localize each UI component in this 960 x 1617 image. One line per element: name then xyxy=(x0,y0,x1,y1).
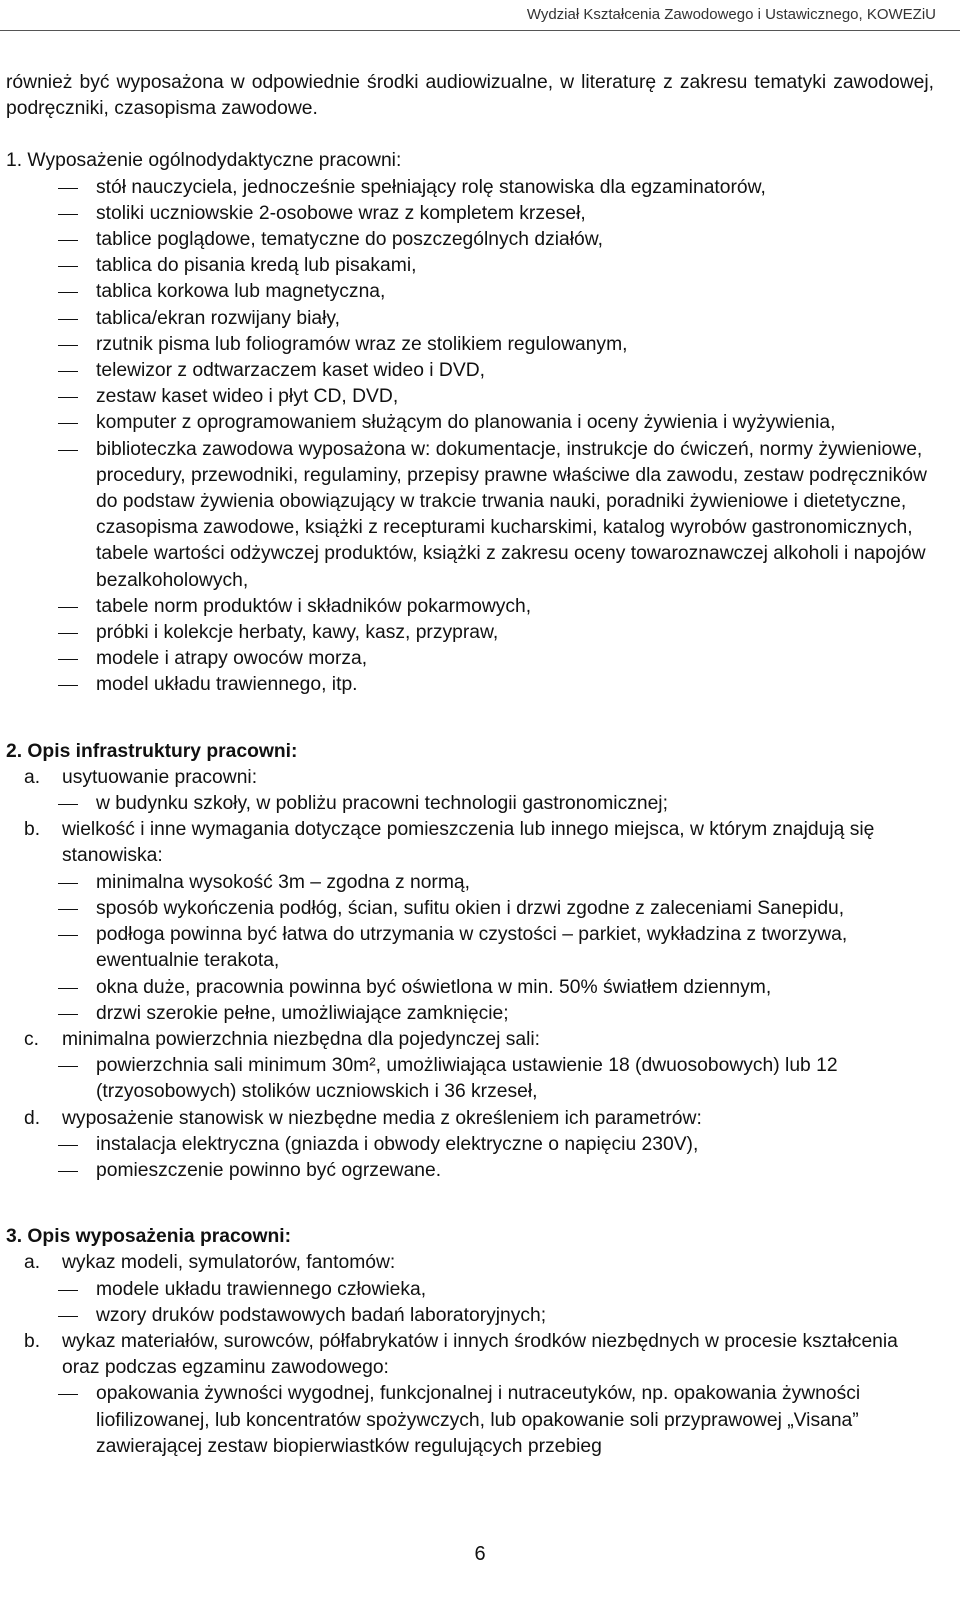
list-item xyxy=(0,437,960,594)
list-item xyxy=(0,306,960,332)
list-item xyxy=(0,1277,960,1303)
dash-bullet-icon xyxy=(58,935,78,936)
sub-item xyxy=(0,765,960,791)
list-item-text: komputer z oprogramowaniem służącym do planowania i oceny żywienia i wyżywienia, xyxy=(96,412,836,434)
dash-bullet-icon xyxy=(58,1394,78,1395)
sub-item xyxy=(0,1250,960,1276)
dash-bullet-icon xyxy=(58,988,78,989)
dash-bullet-icon xyxy=(58,319,78,320)
dash-bullet-icon xyxy=(58,883,78,884)
sub-item-text: wykaz materiałów, surowców, półfabrykatów i innych środków niezbędnych w procesie kształcenia oraz podczas egzaminu zawodowego: xyxy=(62,1330,898,1379)
sub-item-label: c. xyxy=(24,1028,39,1050)
dash-bullet-icon xyxy=(58,1316,78,1317)
dash-bullet-icon xyxy=(58,188,78,189)
page-number: 6 xyxy=(474,1543,486,1565)
sub-item-label: a. xyxy=(24,766,41,788)
section-1-list xyxy=(0,175,960,699)
sub-item xyxy=(0,1106,960,1132)
sub-item xyxy=(0,1329,960,1381)
dash-bullet-icon xyxy=(58,423,78,424)
list-item-text: rzutnik pisma lub foliogramów wraz ze stolikiem regulowanym, xyxy=(96,333,628,355)
dash-bullet-icon xyxy=(58,804,78,805)
list-item xyxy=(0,922,960,974)
dash-bullet-icon xyxy=(58,1014,78,1015)
list-item-text: minimalna wysokość 3m – zgodna z normą, xyxy=(96,871,470,893)
dash-bullet-icon xyxy=(58,397,78,398)
list-item xyxy=(0,594,960,620)
list-item xyxy=(0,279,960,305)
dash-bullet-icon xyxy=(58,371,78,372)
dash-bullet-icon xyxy=(58,685,78,686)
list-item xyxy=(0,384,960,410)
header-rule xyxy=(0,30,960,31)
list-item-text: tablice poglądowe, tematyczne do poszczególnych działów, xyxy=(96,229,603,251)
list-item xyxy=(0,672,960,698)
list-item-text: powierzchnia sali minimum 30m², umożliwiająca ustawienie 18 (dwuosobowych) lub 12 (trzyosobowych) stolików uczniowskich i 36 krzeseł, xyxy=(96,1055,838,1103)
sub-item-label: b. xyxy=(24,1330,41,1352)
dash-bullet-icon xyxy=(58,633,78,634)
sub-item xyxy=(0,817,960,869)
sub-item-label: a. xyxy=(24,1252,41,1274)
list-item xyxy=(0,175,960,201)
list-item-text: stoliki uczniowskie 2-osobowe wraz z kompletem krzeseł, xyxy=(96,202,586,224)
list-item xyxy=(0,1303,960,1329)
list-item-text: próbki i kolekcje herbaty, kawy, kasz, przypraw, xyxy=(96,622,499,644)
dash-bullet-icon xyxy=(58,607,78,608)
list-item-text: tablica/ekran rozwijany biały, xyxy=(96,307,340,329)
list-item xyxy=(0,227,960,253)
list-item-text: drzwi szerokie pełne, umożliwiające zamknięcie; xyxy=(96,1002,509,1024)
list-item-text: podłoga powinna być łatwa do utrzymania w czystości – parkiet, wykładzina z tworzywa, ewentualnie terakota, xyxy=(96,924,848,972)
list-item-text: wzory druków podstawowych badań laboratoryjnych; xyxy=(96,1304,547,1326)
sub-item-text: wyposażenie stanowisk w niezbędne media z określeniem ich parametrów: xyxy=(62,1107,702,1129)
list-item xyxy=(0,870,960,896)
dash-bullet-icon xyxy=(58,292,78,293)
dash-bullet-icon xyxy=(58,1290,78,1291)
page-header: Wydział Kształcenia Zawodowego i Ustawicznego, KOWEZiU xyxy=(526,6,936,23)
list-item-text: stół nauczyciela, jednocześnie spełniający rolę stanowiska dla egzaminatorów, xyxy=(96,176,766,198)
list-item-text: tabele norm produktów i składników pokarmowych, xyxy=(96,595,532,617)
list-item-text: opakowania żywności wygodnej, funkcjonalnej i nutraceutyków, np. opakowania żywności liofilizowanej, lub koncentratów spożywczych, lub opakowanie soli przyprawowej „Visana” zawierającej zestaw biopierwiastków regulujących przebieg xyxy=(96,1383,861,1457)
sub-item-text: minimalna powierzchnia niezbędna dla pojedynczej sali: xyxy=(62,1028,541,1050)
list-item-text: instalacja elektryczna (gniazda i obwody elektryczne o napięciu 230V), xyxy=(96,1133,699,1155)
list-item-text: modele i atrapy owoców morza, xyxy=(96,648,368,670)
sub-item-text: wykaz modeli, symulatorów, fantomów: xyxy=(62,1252,396,1274)
list-item-text: zestaw kaset wideo i płyt CD, DVD, xyxy=(96,386,399,408)
section-3-list xyxy=(0,1250,960,1460)
section-2-list xyxy=(0,765,960,1184)
dash-bullet-icon xyxy=(58,450,78,451)
list-item-text: w budynku szkoły, w pobliżu pracowni technologii gastronomicznej; xyxy=(96,793,668,815)
sub-item-text: wielkość i inne wymagania dotyczące pomieszczenia lub innego miejsca, w którym znajdują się stanowiska: xyxy=(62,819,875,867)
list-item xyxy=(0,896,960,922)
list-item xyxy=(0,1001,960,1027)
list-item-text: pomieszczenie powinno być ogrzewane. xyxy=(96,1159,442,1181)
list-item xyxy=(0,358,960,384)
list-item xyxy=(0,646,960,672)
intro-paragraph: również być wyposażona w odpowiednie środki audiowizualne, w literaturę z zakresu tematyki zawodowej, podręczniki, czasopisma zawodowe. xyxy=(6,72,934,120)
sub-item-text: usytuowanie pracowni: xyxy=(62,766,258,788)
list-item-text: tablica korkowa lub magnetyczna, xyxy=(96,281,386,303)
dash-bullet-icon xyxy=(58,1066,78,1067)
list-item xyxy=(0,1158,960,1184)
dash-bullet-icon xyxy=(58,909,78,910)
list-item-text: sposób wykończenia podłóg, ścian, sufitu okien i drzwi zgodne z zaleceniami Sanepidu, xyxy=(96,897,845,919)
section-3-heading: 3. Opis wyposażenia pracowni: xyxy=(6,1226,292,1248)
list-item-text: okna duże, pracownia powinna być oświetlona w min. 50% światłem dziennym, xyxy=(96,976,772,998)
list-item xyxy=(0,332,960,358)
document-body xyxy=(0,70,960,1460)
dash-bullet-icon xyxy=(58,659,78,660)
list-item-text: tablica do pisania kredą lub pisakami, xyxy=(96,255,417,277)
dash-bullet-icon xyxy=(58,266,78,267)
list-item-text: model układu trawiennego, itp. xyxy=(96,674,358,696)
list-item-text: modele układu trawiennego człowieka, xyxy=(96,1278,427,1300)
sub-item-label: d. xyxy=(24,1107,41,1129)
list-item xyxy=(0,1381,960,1460)
list-item xyxy=(0,791,960,817)
list-item-text: telewizor z odtwarzaczem kaset wideo i DVD, xyxy=(96,360,485,382)
list-item xyxy=(0,253,960,279)
sub-item xyxy=(0,1027,960,1053)
dash-bullet-icon xyxy=(58,345,78,346)
list-item xyxy=(0,1132,960,1158)
list-item xyxy=(0,620,960,646)
dash-bullet-icon xyxy=(58,240,78,241)
sub-item-label: b. xyxy=(24,819,41,841)
list-item xyxy=(0,201,960,227)
section-2-heading: 2. Opis infrastruktury pracowni: xyxy=(6,740,298,762)
section-1-heading: 1. Wyposażenie ogólnodydaktyczne pracowni: xyxy=(6,150,402,172)
list-item xyxy=(0,410,960,436)
dash-bullet-icon xyxy=(58,1171,78,1172)
list-item xyxy=(0,1053,960,1105)
dash-bullet-icon xyxy=(58,1145,78,1146)
list-item xyxy=(0,975,960,1001)
list-item-text: biblioteczka zawodowa wyposażona w: dokumentacje, instrukcje do ćwiczeń, normy żywieniowe, procedury, przewodniki, regulaminy, przepisy prawne właściwe dla zawodu, zestaw podręczników do podstaw żywienia obowiązujący w trakcie trwania nauki, poradniki żywieniowe i dietetyczne, czasopisma zawodowe, książki z recepturami kucharskimi, katalog wyrobów gastronomicznych, tabele wartości odżywczej produktów, książki z zakresu oceny towaroznawczej alkoholi i napojów bezalkoholowych, xyxy=(96,438,927,591)
dash-bullet-icon xyxy=(58,214,78,215)
